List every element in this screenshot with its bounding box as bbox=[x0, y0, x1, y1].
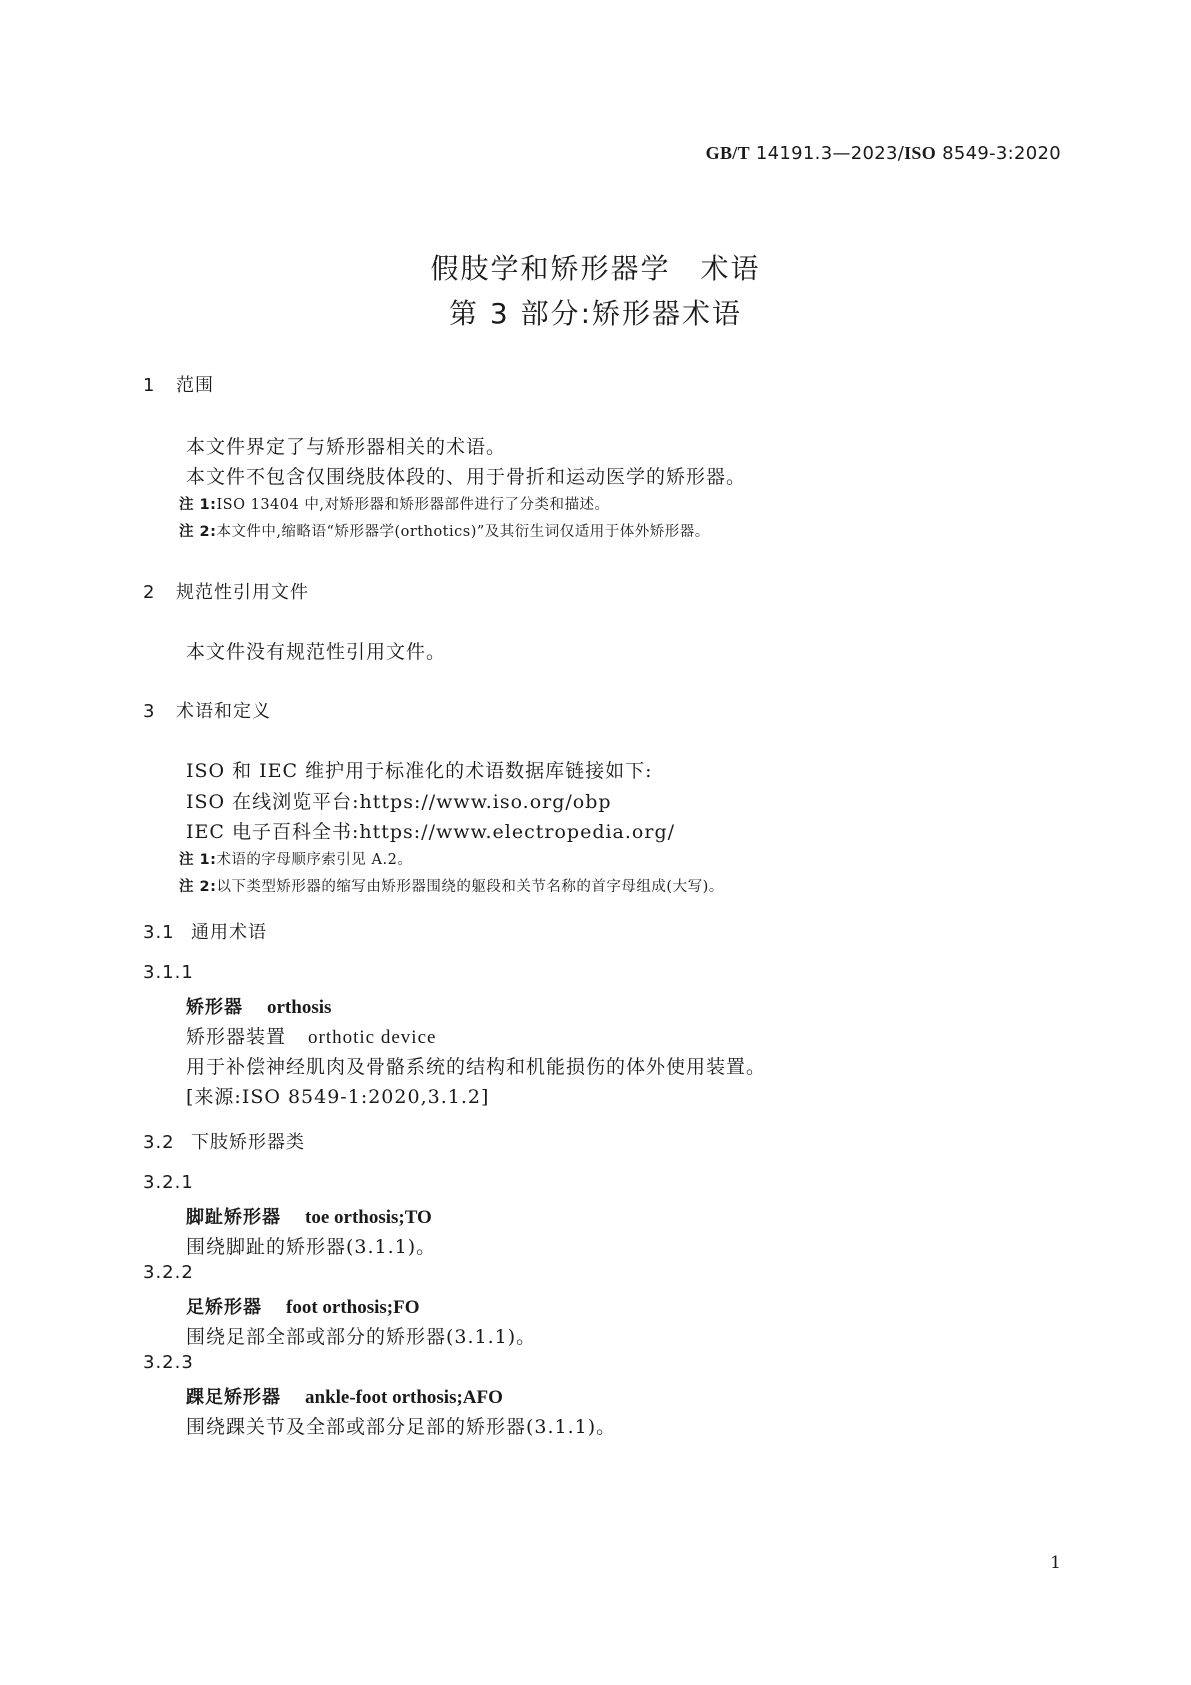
term-en: toe orthosis;TO bbox=[305, 1207, 432, 1228]
term-entry bbox=[186, 1293, 420, 1319]
term-en: ankle-foot orthosis;AFO bbox=[305, 1387, 503, 1408]
note-label: 注 1: bbox=[179, 852, 217, 868]
term-number: 3.2.2 bbox=[143, 1262, 194, 1283]
note-text: 本文件中,缩略语“矫形器学(orthotics)”及其衍生词仅适用于体外矫形器。 bbox=[216, 524, 710, 540]
term-entry bbox=[186, 993, 331, 1019]
section-title: 术语和定义 bbox=[176, 701, 271, 722]
note-text: 以下类型矫形器的缩写由矫形器围绕的躯段和关节名称的首字母组成(大写)。 bbox=[216, 879, 724, 895]
section-number: 2 bbox=[143, 582, 156, 603]
section-2-heading bbox=[143, 578, 309, 604]
term-alt-zh: 矫形器装置 bbox=[186, 1026, 287, 1048]
section-3-1-heading bbox=[143, 918, 267, 944]
term-definition: 用于补偿神经肌肉及骨骼系统的结构和机能损伤的体外使用装置。 bbox=[186, 1056, 767, 1078]
paragraph: ISO 在线浏览平台:https://www.iso.org/obp bbox=[186, 791, 612, 813]
note-label: 注 1: bbox=[179, 497, 217, 513]
header-iso: ISO bbox=[904, 143, 937, 163]
term-alt bbox=[186, 1022, 436, 1049]
section-title: 通用术语 bbox=[191, 922, 267, 943]
paragraph: 本文件界定了与矫形器相关的术语。 bbox=[186, 436, 507, 458]
term-definition: 围绕踝关节及全部或部分足部的矫形器(3.1.1)。 bbox=[186, 1416, 617, 1438]
page-number: 1 bbox=[1050, 1553, 1061, 1573]
header-gbt: GB/T bbox=[705, 143, 750, 163]
section-3-heading bbox=[143, 697, 271, 723]
paragraph: ISO 和 IEC 维护用于标准化的术语数据库链接如下: bbox=[186, 760, 653, 782]
term-definition: 围绕脚趾的矫形器(3.1.1)。 bbox=[186, 1236, 437, 1258]
document-title-line2: 第 3 部分:矫形器术语 bbox=[448, 297, 743, 330]
term-entry bbox=[186, 1203, 432, 1229]
section-number: 3.1 bbox=[143, 922, 175, 943]
standard-header bbox=[706, 143, 1061, 164]
section-3-2-heading bbox=[143, 1128, 305, 1154]
section-number: 1 bbox=[143, 375, 156, 396]
term-zh: 足矫形器 bbox=[186, 1297, 262, 1318]
section-1-heading bbox=[143, 371, 214, 397]
note bbox=[179, 875, 724, 896]
term-zh: 矫形器 bbox=[186, 997, 243, 1018]
note bbox=[179, 848, 412, 869]
section-number: 3 bbox=[143, 701, 156, 722]
note-label: 注 2: bbox=[179, 879, 217, 895]
note-text: 术语的字母顺序索引见 A.2。 bbox=[216, 852, 413, 868]
header-iso-number: 8549-3:2020 bbox=[936, 143, 1061, 164]
section-number: 3.2 bbox=[143, 1132, 175, 1153]
note bbox=[179, 493, 609, 514]
term-definition: 围绕足部全部或部分的矫形器(3.1.1)。 bbox=[186, 1326, 537, 1348]
header-std-number: 14191.3—2023/ bbox=[749, 143, 905, 164]
term-number: 3.2.1 bbox=[143, 1172, 194, 1193]
term-zh: 踝足矫形器 bbox=[186, 1387, 281, 1408]
paragraph: 本文件没有规范性引用文件。 bbox=[186, 641, 447, 663]
paragraph: 本文件不包含仅围绕肢体段的、用于骨折和运动医学的矫形器。 bbox=[186, 466, 747, 488]
term-number: 3.2.3 bbox=[143, 1352, 194, 1373]
section-title: 规范性引用文件 bbox=[176, 582, 309, 603]
note-text: ISO 13404 中,对矫形器和矫形器部件进行了分类和描述。 bbox=[216, 497, 610, 513]
note-label: 注 2: bbox=[179, 524, 217, 540]
term-alt-en: orthotic device bbox=[308, 1027, 437, 1048]
document-title-line1: 假肢学和矫形器学 术语 bbox=[430, 252, 761, 285]
paragraph: IEC 电子百科全书:https://www.electropedia.org/ bbox=[186, 821, 676, 843]
term-source: [来源:ISO 8549-1:2020,3.1.2] bbox=[186, 1086, 490, 1108]
term-zh: 脚趾矫形器 bbox=[186, 1207, 281, 1228]
term-en: orthosis bbox=[267, 997, 332, 1018]
term-en: foot orthosis;FO bbox=[286, 1297, 420, 1318]
term-entry bbox=[186, 1383, 503, 1409]
section-title: 下肢矫形器类 bbox=[191, 1132, 305, 1153]
note bbox=[179, 520, 710, 541]
term-number: 3.1.1 bbox=[143, 962, 194, 983]
section-title: 范围 bbox=[176, 375, 214, 396]
